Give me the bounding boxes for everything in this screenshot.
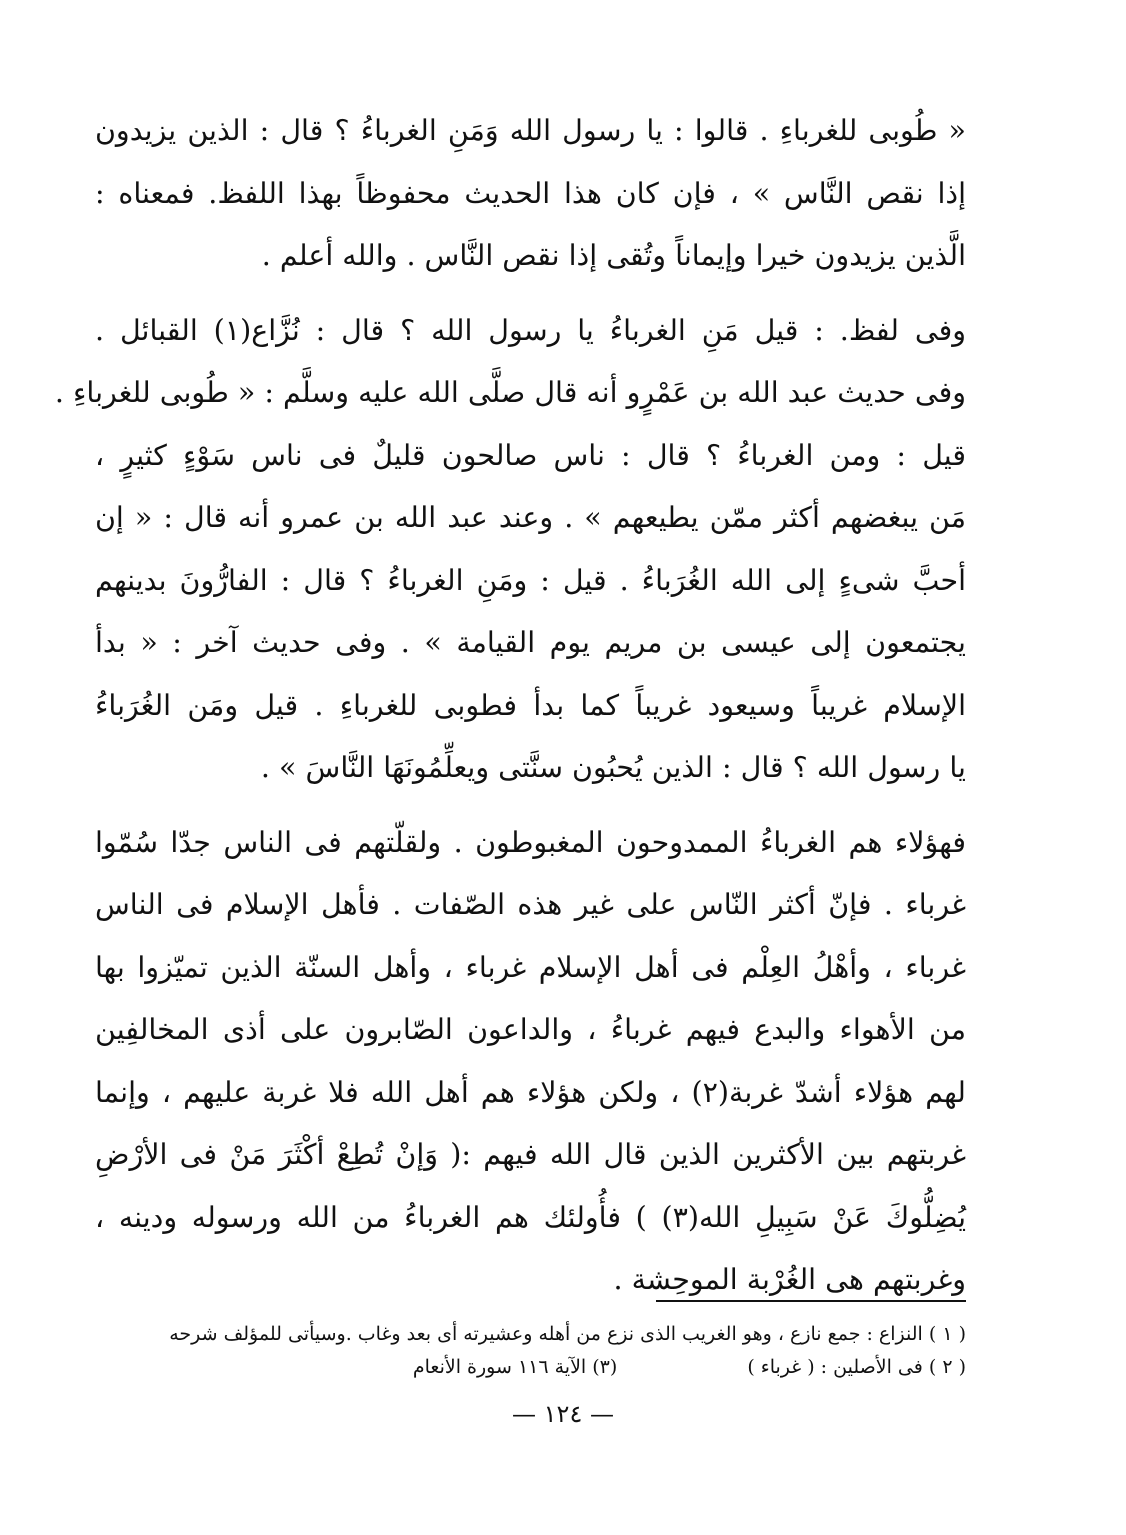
paragraph-2 [54,300,966,800]
footnote-divider [656,1300,966,1302]
footnote-3: (٣) الآية ١١٦ سورة الأنعام [412,1356,618,1378]
footnote-row [95,1351,966,1384]
text-line: وفى حديث عبد الله بن عَمْرٍو أنه قال صلَّى الله عليه وسلَّم : « طُوبى للغرباءِ . [54,376,966,409]
text-line: الإسلام غريباً وسيعود غريباً كما بدأ فطوبى للغرباءِ . قيل ومَن الغُرَباءُ [95,688,966,722]
footnote-1: ( ١ ) النزاع : جمع نازع ، وهو الغريب الذى نزع من أهله وعشيرته أى بعد وغاب .وسيأتى للمؤلف شرحه [169,1323,966,1345]
text-line: غرباء ، وأهْلُ العِلْم فى أهل الإسلام غرباء ، وأهل السنّة الذين تميّزوا بها [95,950,966,984]
page-number: — ١٢٤ — [512,1400,614,1428]
footnote-row [95,1318,966,1351]
footnote-2: ( ٢ ) فى الأصلين : ( غرباء ) [747,1356,966,1378]
text-line: يا رسول الله ؟ قال : الذين يُحبُون سنَّتى ويعلِّمُونَهَا النَّاسَ » . [260,751,966,784]
text-line: وفى لفظ. : قيل مَنِ الغرباءُ يا رسول الله ؟ قال : نُزَّاع(١) القبائل . [95,313,966,347]
text-line: يُضِلُّوكَ عَنْ سَبِيلِ الله(٣) ) فأُولئك هم الغرباءُ من الله ورسوله ودينه ، [95,1200,966,1234]
text-line: غربتهم بين الأكثرين الذين قال الله فيهم :( وَإنْ تُطِعْ أكْثَرَ مَنْ فى الأرْضِ [95,1138,966,1171]
text-line: الَّذين يزيدون خيرا وإيماناً وتُقى إذا نقص النَّاس . والله أعلم . [261,239,966,272]
text-line: غرباء . فإنّ أكثر النّاس على غير هذه الصّفات . فأهل الإسلام فى الناس [95,888,966,921]
text-line: قيل : ومن الغرباءُ ؟ قال : ناس صالحون قليلٌ فى ناس سَوْءٍ كثيرٍ ، [95,438,966,472]
text-line: وغربتهم هى الغُرْبة الموحِشة . [613,1263,966,1296]
text-line: أحبَّ شىءٍ إلى الله الغُرَباءُ . قيل : ومَنِ الغرباءُ ؟ قال : الفارُّونَ بدينهم [95,563,966,597]
paragraph-1 [95,100,966,288]
text-line: يجتمعون إلى عيسى بن مريم يوم القيامة » . وفى حديث آخر : « بدأ [95,626,966,659]
text-line: إذا نقص النَّاس » ، فإن كان هذا الحديث محفوظاً بهذا اللفظ. فمعناه : [95,176,966,210]
text-line: من الأهواء والبدع فيهم غرباءُ ، والداعون الصّابرون على أذى المخالفِين [95,1013,966,1046]
text-line: « طُوبى للغرباءِ . قالوا : يا رسول الله وَمَنِ الغرباءُ ؟ قال : الذين يزيدون [95,114,966,147]
paragraph-3 [95,812,966,1312]
text-line: فهؤلاء هم الغرباءُ الممدوحون المغبوطون . ولقلّتهم فى الناس جدّا سُمّوا [95,825,966,859]
footnotes [95,1318,966,1384]
text-line: مَن يبغضهم أكثر ممّن يطيعهم » . وعند عبد الله بن عمرو أنه قال : « إن [95,501,966,534]
text-line: لهم هؤلاء أشدّ غربة(٢) ، ولكن هؤلاء هم أهل الله فلا غربة عليهم ، وإنما [95,1075,966,1109]
